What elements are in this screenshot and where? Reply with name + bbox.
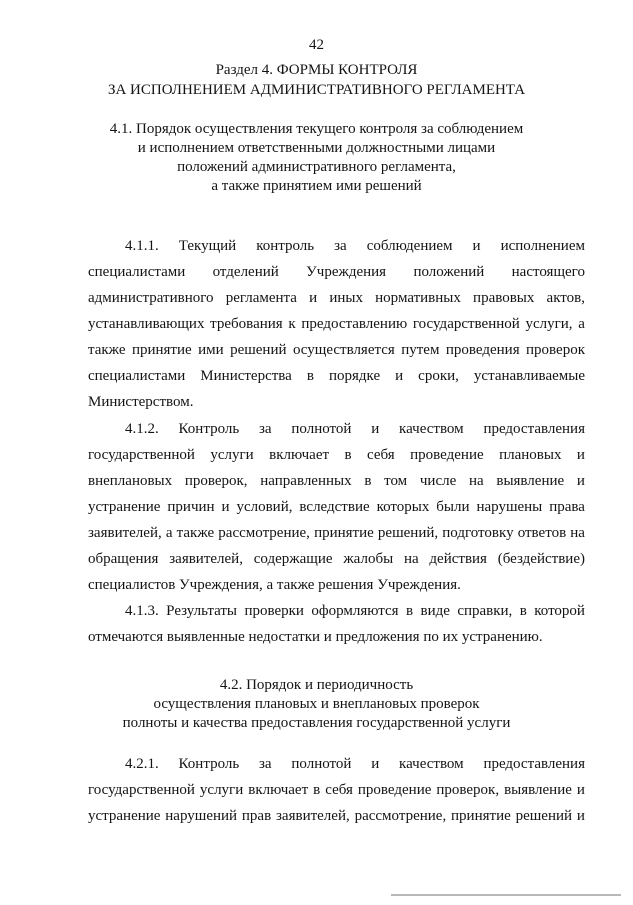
word: специалистами	[88, 368, 186, 384]
word: условий,	[236, 499, 293, 515]
paragraph-4-1-3-last-line: отмечаются выявленные недостатки и предложения по их устранению.	[88, 629, 543, 645]
word: устанавливающих	[88, 316, 205, 332]
word: качеством	[399, 756, 464, 772]
word: и	[576, 808, 585, 824]
word: проверок	[526, 342, 585, 358]
word: включает	[269, 447, 330, 463]
word: том	[384, 473, 408, 489]
word: а	[578, 316, 585, 332]
word: права	[549, 499, 585, 515]
word: устранение	[88, 499, 161, 515]
word: в	[313, 782, 321, 798]
paragraph-4-1-3-line	[125, 603, 585, 620]
word: предоставления	[483, 756, 585, 772]
word: в	[364, 473, 372, 489]
word: Министерства	[200, 368, 292, 384]
word: и	[395, 368, 404, 384]
word: государственной	[88, 447, 195, 463]
word: предоставления	[483, 421, 585, 437]
word: на	[468, 473, 484, 489]
word: выявление	[496, 473, 565, 489]
word: рассмотрение,	[354, 808, 447, 824]
word: услуги	[199, 782, 244, 798]
word: плановых	[499, 447, 562, 463]
word: к	[288, 316, 296, 332]
paragraph-4-1-1-line	[88, 316, 585, 333]
word: ими	[198, 342, 224, 358]
word: себя	[325, 782, 353, 798]
paragraph-4-2-1-line	[88, 808, 585, 825]
section-title-line-1: Раздел 4. ФОРМЫ КОНТРОЛЯ	[215, 62, 418, 78]
word: и	[576, 782, 585, 798]
word: и	[309, 290, 318, 306]
word: сроки,	[418, 368, 459, 384]
word: направленных	[260, 473, 352, 489]
paragraph-4-1-1-last-line: Министерством.	[88, 394, 194, 410]
paragraph-4-1-2-last-line: специалистов Учреждения, а также решения Учреждения.	[88, 577, 461, 593]
word: отделений	[212, 264, 279, 280]
word: и	[472, 238, 481, 254]
word: принятие	[131, 342, 192, 358]
word: и	[576, 473, 585, 489]
word: контроль	[256, 238, 315, 254]
subsection-1-heading-line-1: 4.1. Порядок осуществления текущего контроля за соблюдением	[109, 121, 524, 137]
word: 4.2.1.	[125, 756, 159, 772]
word: проведение	[357, 782, 432, 798]
word: специалистами	[88, 264, 186, 280]
word: подготовку	[442, 525, 514, 541]
paragraph-4-2-1-line	[125, 756, 585, 773]
word: и	[371, 421, 380, 437]
word: проверки	[244, 603, 304, 619]
subsection-2-heading-line-1: 4.2. Порядок и периодичность	[219, 677, 414, 693]
word: проверок,	[436, 782, 500, 798]
word: причин	[167, 499, 215, 515]
paragraph-4-1-2-line	[88, 551, 585, 568]
word: заявителей,	[169, 551, 243, 567]
word: за	[259, 421, 272, 437]
word: включает	[248, 782, 309, 798]
paragraph-4-1-2-line	[88, 499, 585, 516]
word: прав	[241, 808, 272, 824]
word: Контроль	[178, 421, 240, 437]
word: (бездействие)	[497, 551, 585, 567]
word: также	[176, 525, 215, 541]
word: содержащие	[253, 551, 333, 567]
word: жалобы	[343, 551, 394, 567]
word: осуществляется	[292, 342, 395, 358]
word: нарушены	[476, 499, 543, 515]
section-title-line-2: ЗА ИСПОЛНЕНИЕМ АДМИНИСТРАТИВНОГО РЕГЛАМЕНТА	[107, 82, 526, 98]
scan-edge-mark	[391, 894, 621, 896]
word: и	[576, 447, 585, 463]
paragraph-4-1-2-line	[88, 473, 585, 490]
word: соблюдением	[366, 238, 453, 254]
word: которых	[376, 499, 430, 515]
word: проведения	[445, 342, 520, 358]
word: принятие	[451, 808, 511, 824]
word: проверок,	[184, 473, 248, 489]
word: внеплановых	[88, 473, 173, 489]
word: путем	[401, 342, 440, 358]
word: принятие	[314, 525, 374, 541]
paragraph-4-2-1-line	[88, 782, 585, 799]
word: настоящего	[511, 264, 585, 280]
word: административного	[88, 290, 214, 306]
word: актов,	[546, 290, 585, 306]
word: порядке	[328, 368, 381, 384]
word: в	[306, 368, 314, 384]
word: исполнением	[500, 238, 585, 254]
paragraph-4-1-1-line	[88, 342, 585, 359]
word: обращения	[88, 551, 159, 567]
word: полнотой	[291, 421, 352, 437]
word: числе	[419, 473, 457, 489]
subsection-2-heading-line-3: полноты и качества предоставления государственной услуги	[122, 715, 511, 731]
word: 4.1.2.	[125, 421, 159, 437]
paragraph-4-1-2-line	[88, 447, 585, 464]
paragraph-4-1-2-line	[88, 525, 585, 542]
subsection-1-heading-line-4: а также принятием ими решений	[211, 178, 422, 194]
page-number: 42	[309, 37, 324, 53]
word: решений	[515, 808, 573, 824]
word: 4.1.3.	[125, 603, 159, 619]
paragraph-4-1-1-line	[125, 238, 585, 255]
paragraph-4-1-2-line	[125, 421, 585, 438]
word: 4.1.1.	[125, 238, 159, 254]
word: положений	[413, 264, 485, 280]
word: Учреждения	[306, 264, 387, 280]
word: устранение	[88, 808, 161, 824]
word: ответов	[517, 525, 567, 541]
paragraph-4-1-1-line	[88, 290, 585, 307]
word: полнотой	[291, 756, 352, 772]
word: устанавливаемые	[473, 368, 585, 384]
word: услуги	[210, 447, 254, 463]
word: Результаты	[166, 603, 238, 619]
word: нормативных	[375, 290, 461, 306]
word: требования	[210, 316, 283, 332]
word: на	[570, 525, 585, 541]
subsection-2-heading-line-2: осуществления плановых и внеплановых проверок	[153, 696, 480, 712]
word: виде	[420, 603, 450, 619]
word: за	[259, 756, 272, 772]
word: решений	[230, 342, 287, 358]
word: вследствие	[299, 499, 370, 515]
word: и	[371, 756, 380, 772]
word: услуги,	[525, 316, 573, 332]
word: себя	[367, 447, 395, 463]
word: которой	[534, 603, 585, 619]
paragraph-4-1-1-line	[88, 264, 585, 281]
word: и	[221, 499, 230, 515]
word: проведение	[410, 447, 484, 463]
word: решений,	[377, 525, 439, 541]
word: в	[344, 447, 352, 463]
word: Контроль	[178, 756, 240, 772]
word: государственной	[88, 782, 195, 798]
word: оформляются	[311, 603, 399, 619]
word: качеством	[399, 421, 464, 437]
word: государственной	[412, 316, 520, 332]
word: правовых	[473, 290, 535, 306]
word: заявителей,	[276, 808, 350, 824]
word: иных	[329, 290, 363, 306]
word: действия	[429, 551, 487, 567]
word: Текущий	[178, 238, 237, 254]
word: в	[519, 603, 527, 619]
subsection-1-heading-line-3: положений административного регламента,	[177, 159, 456, 175]
word: заявителей,	[88, 525, 162, 541]
word: а	[165, 525, 173, 541]
paragraph-4-1-1-line	[88, 368, 585, 385]
word: выявление	[504, 782, 572, 798]
subsection-1-heading-line-2: и исполнением ответственными должностными лицами	[137, 140, 496, 156]
word: нарушений	[165, 808, 238, 824]
word: за	[334, 238, 347, 254]
word: справки,	[457, 603, 513, 619]
word: на	[403, 551, 419, 567]
word: также	[88, 342, 126, 358]
word: в	[405, 603, 414, 619]
word: предоставлению	[301, 316, 408, 332]
word: рассмотрение,	[218, 525, 310, 541]
word: были	[436, 499, 470, 515]
word: регламента	[225, 290, 297, 306]
